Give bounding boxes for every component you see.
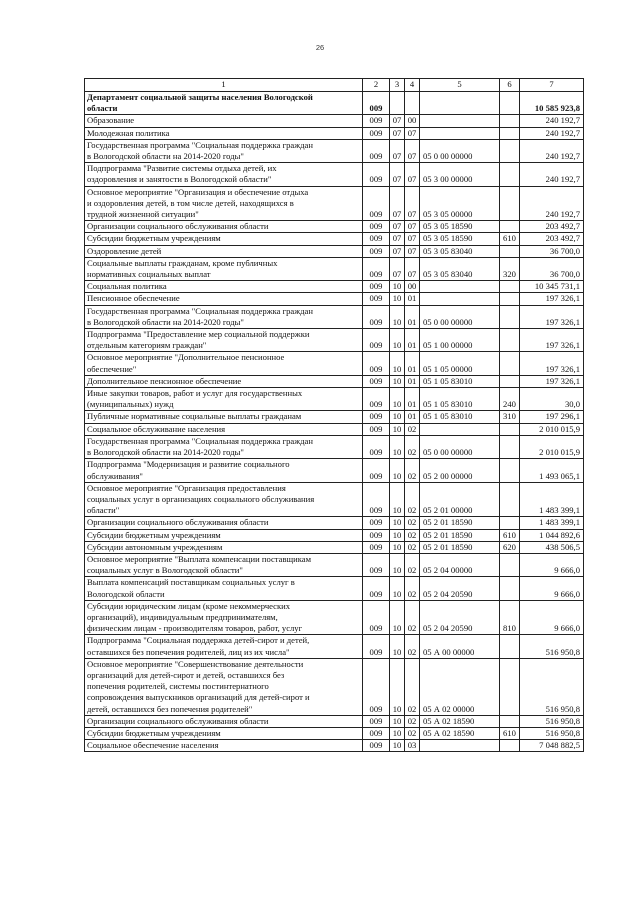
cell-target-item: 05 2 04 20590 [420,577,500,600]
cell-name: Основное мероприятие "Дополнительное пенсионное обеспечение" [85,352,363,375]
cell-amount: 9 666,0 [520,553,584,576]
cell-amount: 438 506,5 [520,541,584,553]
cell-expense-type: 610 [500,727,520,739]
cell-target-item: 05 2 00 00000 [420,459,500,482]
cell-subsection: 01 [405,293,420,305]
cell-amount: 516 950,8 [520,658,584,715]
table-row [85,423,584,435]
cell-grbs: 009 [363,541,390,553]
cell-grbs: 009 [363,257,390,280]
table-row [85,186,584,221]
cell-subsection: 02 [405,459,420,482]
cell-grbs: 009 [363,529,390,541]
cell-name: Иные закупки товаров, работ и услуг для государственных (муниципальных) нужд [85,388,363,411]
cell-section: 10 [390,388,405,411]
cell-target-item: 05 А 00 00000 [420,635,500,658]
cell-expense-type: 320 [500,257,520,280]
cell-name: Подпрограмма "Социальная поддержка детей-сирот и детей, оставшихся без попечения родителей, лиц из их числа" [85,635,363,658]
cell-name: Субсидии бюджетным учреждениям [85,233,363,245]
cell-grbs: 009 [363,352,390,375]
cell-target-item [420,127,500,139]
cell-grbs: 009 [363,293,390,305]
cell-amount: 9 666,0 [520,600,584,635]
cell-amount: 197 326,1 [520,305,584,328]
cell-subsection: 00 [405,281,420,293]
table-row [85,352,584,375]
cell-name: Подпрограмма "Развитие системы отдыха детей, их оздоровления и занятости в Вологодской области" [85,163,363,186]
cell-section: 10 [390,375,405,387]
cell-name: Организации социального обслуживания области [85,715,363,727]
cell-grbs: 009 [363,115,390,127]
table-row [85,388,584,411]
cell-expense-type [500,186,520,221]
cell-subsection: 07 [405,221,420,233]
cell-grbs: 009 [363,459,390,482]
cell-section: 07 [390,257,405,280]
cell-name: Государственная программа "Социальная поддержка граждан в Вологодской области на 2014-2020 годы" [85,139,363,162]
cell-section: 07 [390,245,405,257]
cell-expense-type [500,139,520,162]
cell-subsection: 01 [405,305,420,328]
cell-section: 10 [390,553,405,576]
table-body [85,92,584,752]
cell-amount: 36 700,0 [520,245,584,257]
cell-subsection: 02 [405,658,420,715]
cell-section: 10 [390,352,405,375]
cell-expense-type [500,482,520,517]
table-row [85,577,584,600]
cell-section: 07 [390,221,405,233]
cell-grbs: 009 [363,517,390,529]
table-row [85,139,584,162]
cell-name: Субсидии автономным учреждениям [85,541,363,553]
cell-expense-type [500,127,520,139]
cell-name: Организации социального обслуживания области [85,221,363,233]
cell-target-item: 05 1 05 00000 [420,352,500,375]
cell-amount: 516 950,8 [520,715,584,727]
cell-section [390,92,405,115]
cell-expense-type [500,740,520,752]
cell-subsection: 07 [405,127,420,139]
cell-amount: 2 010 015,9 [520,435,584,458]
table-row [85,127,584,139]
cell-subsection: 02 [405,577,420,600]
cell-section: 10 [390,740,405,752]
table-row [85,281,584,293]
cell-subsection: 01 [405,329,420,352]
cell-section: 10 [390,329,405,352]
cell-expense-type [500,163,520,186]
cell-amount: 197 326,1 [520,329,584,352]
table-row [85,541,584,553]
cell-subsection: 01 [405,375,420,387]
cell-name: Основное мероприятие "Организация предоставления социальных услуг в организациях социального обслуживания области" [85,482,363,517]
cell-target-item [420,92,500,115]
cell-name: Публичные нормативные социальные выплаты гражданам [85,411,363,423]
cell-name: Социальные выплаты гражданам, кроме публичных нормативных социальных выплат [85,257,363,280]
cell-section: 10 [390,541,405,553]
table-row [85,553,584,576]
cell-amount: 10 345 731,1 [520,281,584,293]
cell-expense-type [500,423,520,435]
cell-name: Подпрограмма "Модернизация и развитие социального обслуживания" [85,459,363,482]
cell-grbs: 009 [363,388,390,411]
table-row [85,482,584,517]
cell-amount: 240 192,7 [520,115,584,127]
cell-amount: 203 492,7 [520,221,584,233]
cell-amount: 1 493 065,1 [520,459,584,482]
cell-name: Субсидии бюджетным учреждениям [85,529,363,541]
table-row [85,305,584,328]
cell-target-item: 05 0 00 00000 [420,435,500,458]
cell-subsection: 02 [405,529,420,541]
column-header-subsection: 4 [405,79,420,92]
cell-grbs: 009 [363,553,390,576]
cell-amount: 516 950,8 [520,635,584,658]
cell-target-item: 05 1 05 83010 [420,375,500,387]
cell-subsection: 02 [405,517,420,529]
cell-grbs: 009 [363,411,390,423]
cell-expense-type [500,293,520,305]
cell-name: Субсидии юридическим лицам (кроме некоммерческих организаций), индивидуальным предпринимателям, физическим лицам - производителям товаров, работ, услуг [85,600,363,635]
table-row [85,600,584,635]
cell-grbs: 009 [363,92,390,115]
cell-target-item: 05 3 00 00000 [420,163,500,186]
cell-subsection [405,92,420,115]
cell-name: Государственная программа "Социальная поддержка граждан в Вологодской области на 2014-2020 годы" [85,305,363,328]
cell-grbs: 009 [363,600,390,635]
cell-target-item: 05 1 05 83010 [420,388,500,411]
cell-grbs: 009 [363,375,390,387]
cell-name: Молодежная политика [85,127,363,139]
cell-target-item: 05 2 01 00000 [420,482,500,517]
cell-target-item: 05 3 05 18590 [420,221,500,233]
cell-subsection: 07 [405,245,420,257]
cell-grbs: 009 [363,715,390,727]
column-header-target-item: 5 [420,79,500,92]
table-row [85,233,584,245]
column-header-expense-type: 6 [500,79,520,92]
cell-target-item: 05 1 00 00000 [420,329,500,352]
cell-section: 10 [390,529,405,541]
cell-subsection: 01 [405,388,420,411]
cell-subsection: 03 [405,740,420,752]
cell-subsection: 02 [405,635,420,658]
table-row [85,221,584,233]
cell-subsection: 02 [405,715,420,727]
cell-expense-type [500,553,520,576]
cell-amount: 1 044 892,6 [520,529,584,541]
cell-subsection: 02 [405,482,420,517]
cell-section: 10 [390,423,405,435]
cell-expense-type [500,435,520,458]
table-row [85,375,584,387]
table-row [85,163,584,186]
cell-subsection: 02 [405,435,420,458]
column-header-amount: 7 [520,79,584,92]
cell-grbs: 009 [363,482,390,517]
cell-section: 07 [390,115,405,127]
cell-target-item: 05 2 04 20590 [420,600,500,635]
cell-expense-type [500,635,520,658]
cell-expense-type [500,115,520,127]
table-row [85,329,584,352]
cell-subsection: 02 [405,600,420,635]
cell-grbs: 009 [363,329,390,352]
cell-expense-type [500,92,520,115]
cell-target-item [420,423,500,435]
table-row [85,411,584,423]
cell-name: Основное мероприятие "Организация и обеспечение отдыха и оздоровления детей, в том числе детей, находящихся в трудной жизненной ситуации" [85,186,363,221]
cell-amount: 1 483 399,1 [520,517,584,529]
cell-grbs: 009 [363,186,390,221]
cell-target-item: 05 3 05 18590 [420,233,500,245]
cell-target-item: 05 3 05 00000 [420,186,500,221]
cell-section: 10 [390,715,405,727]
cell-expense-type [500,715,520,727]
cell-grbs: 009 [363,577,390,600]
cell-name: Организации социального обслуживания области [85,517,363,529]
cell-expense-type: 810 [500,600,520,635]
cell-target-item: 05 1 05 83010 [420,411,500,423]
cell-section: 07 [390,163,405,186]
cell-target-item: 05 3 05 83040 [420,245,500,257]
cell-amount: 203 492,7 [520,233,584,245]
cell-amount: 240 192,7 [520,127,584,139]
cell-grbs: 009 [363,139,390,162]
table-row [85,459,584,482]
cell-section: 07 [390,233,405,245]
cell-name: Государственная программа "Социальная поддержка граждан в Вологодской области на 2014-2020 годы" [85,435,363,458]
cell-subsection: 01 [405,411,420,423]
cell-subsection: 02 [405,423,420,435]
cell-amount: 516 950,8 [520,727,584,739]
cell-subsection: 02 [405,541,420,553]
cell-grbs: 009 [363,245,390,257]
cell-section: 10 [390,727,405,739]
cell-name: Образование [85,115,363,127]
table-row [85,257,584,280]
cell-expense-type [500,305,520,328]
cell-name: Основное мероприятие "Совершенствование деятельности организаций для детей-сирот и детей, оставшихся без попечения родителей, системы постинтернатного сопровождения выпускников организаций для детей-сирот и детей, оставшихся без попечения родителей" [85,658,363,715]
cell-grbs: 009 [363,127,390,139]
table-header-row [85,79,584,92]
cell-subsection: 02 [405,553,420,576]
table-row [85,715,584,727]
cell-target-item: 05 А 02 18590 [420,715,500,727]
cell-name: Социальная политика [85,281,363,293]
cell-target-item: 05 А 02 18590 [420,727,500,739]
cell-name: Оздоровление детей [85,245,363,257]
cell-subsection: 07 [405,139,420,162]
cell-amount: 10 585 923,8 [520,92,584,115]
cell-name: Выплата компенсаций поставщикам социальных услуг в Вологодской области [85,577,363,600]
table-row [85,658,584,715]
cell-expense-type [500,281,520,293]
cell-section: 10 [390,293,405,305]
cell-subsection: 01 [405,352,420,375]
cell-expense-type: 610 [500,529,520,541]
cell-section: 07 [390,127,405,139]
cell-grbs: 009 [363,221,390,233]
cell-section: 07 [390,139,405,162]
cell-grbs: 009 [363,281,390,293]
cell-subsection: 07 [405,186,420,221]
cell-target-item [420,281,500,293]
cell-expense-type: 310 [500,411,520,423]
cell-grbs: 009 [363,435,390,458]
cell-amount: 30,0 [520,388,584,411]
table-row [85,529,584,541]
cell-expense-type [500,329,520,352]
cell-amount: 36 700,0 [520,257,584,280]
cell-target-item [420,293,500,305]
cell-name: Дополнительное пенсионное обеспечение [85,375,363,387]
cell-section: 10 [390,459,405,482]
cell-amount: 240 192,7 [520,139,584,162]
cell-section: 10 [390,435,405,458]
cell-amount: 2 010 015,9 [520,423,584,435]
cell-section: 10 [390,482,405,517]
cell-amount: 9 666,0 [520,577,584,600]
cell-expense-type: 610 [500,233,520,245]
cell-expense-type [500,658,520,715]
cell-section: 10 [390,517,405,529]
cell-amount: 240 192,7 [520,163,584,186]
cell-amount: 197 326,1 [520,375,584,387]
cell-section: 10 [390,281,405,293]
cell-amount: 197 326,1 [520,293,584,305]
cell-grbs: 009 [363,658,390,715]
cell-expense-type [500,375,520,387]
cell-section: 10 [390,600,405,635]
table-row [85,727,584,739]
table-row [85,115,584,127]
cell-amount: 1 483 399,1 [520,482,584,517]
cell-subsection: 07 [405,163,420,186]
cell-expense-type [500,245,520,257]
cell-expense-type [500,577,520,600]
table-row [85,740,584,752]
cell-expense-type [500,459,520,482]
cell-name: Департамент социальной защиты населения Вологодской области [85,92,363,115]
cell-subsection: 02 [405,727,420,739]
table-row [85,245,584,257]
cell-name: Социальное обслуживание населения [85,423,363,435]
cell-expense-type: 620 [500,541,520,553]
cell-grbs: 009 [363,740,390,752]
cell-target-item: 05 2 04 00000 [420,553,500,576]
cell-grbs: 009 [363,163,390,186]
cell-section: 10 [390,635,405,658]
cell-name: Пенсионное обеспечение [85,293,363,305]
cell-target-item: 05 0 00 00000 [420,305,500,328]
cell-target-item: 05 2 01 18590 [420,541,500,553]
cell-grbs: 009 [363,423,390,435]
cell-section: 10 [390,577,405,600]
table-row [85,517,584,529]
cell-expense-type [500,352,520,375]
cell-amount: 240 192,7 [520,186,584,221]
cell-grbs: 009 [363,305,390,328]
table-row [85,293,584,305]
cell-expense-type: 240 [500,388,520,411]
cell-subsection: 00 [405,115,420,127]
cell-section: 10 [390,658,405,715]
column-header-grbs: 2 [363,79,390,92]
cell-grbs: 009 [363,233,390,245]
column-header-section: 3 [390,79,405,92]
cell-section: 10 [390,411,405,423]
cell-subsection: 07 [405,257,420,280]
table-row [85,435,584,458]
column-header-name: 1 [85,79,363,92]
cell-amount: 7 048 882,5 [520,740,584,752]
cell-name: Социальное обеспечение населения [85,740,363,752]
cell-target-item [420,115,500,127]
budget-table [84,78,584,752]
cell-grbs: 009 [363,635,390,658]
page-number: 26 [315,43,325,52]
table-row [85,635,584,658]
cell-name: Подпрограмма "Предоставление мер социальной поддержки отдельным категориям граждан" [85,329,363,352]
cell-expense-type [500,221,520,233]
cell-target-item: 05 3 05 83040 [420,257,500,280]
cell-target-item: 05 2 01 18590 [420,529,500,541]
cell-target-item [420,740,500,752]
cell-section: 07 [390,186,405,221]
cell-section: 10 [390,305,405,328]
cell-target-item: 05 А 02 00000 [420,658,500,715]
cell-name: Основное мероприятие "Выплата компенсации поставщикам социальных услуг в Вологодской области" [85,553,363,576]
cell-amount: 197 296,1 [520,411,584,423]
cell-expense-type [500,517,520,529]
cell-target-item: 05 0 00 00000 [420,139,500,162]
cell-amount: 197 326,1 [520,352,584,375]
cell-target-item: 05 2 01 18590 [420,517,500,529]
table-row [85,92,584,115]
cell-subsection: 07 [405,233,420,245]
cell-grbs: 009 [363,727,390,739]
cell-name: Субсидии бюджетным учреждениям [85,727,363,739]
